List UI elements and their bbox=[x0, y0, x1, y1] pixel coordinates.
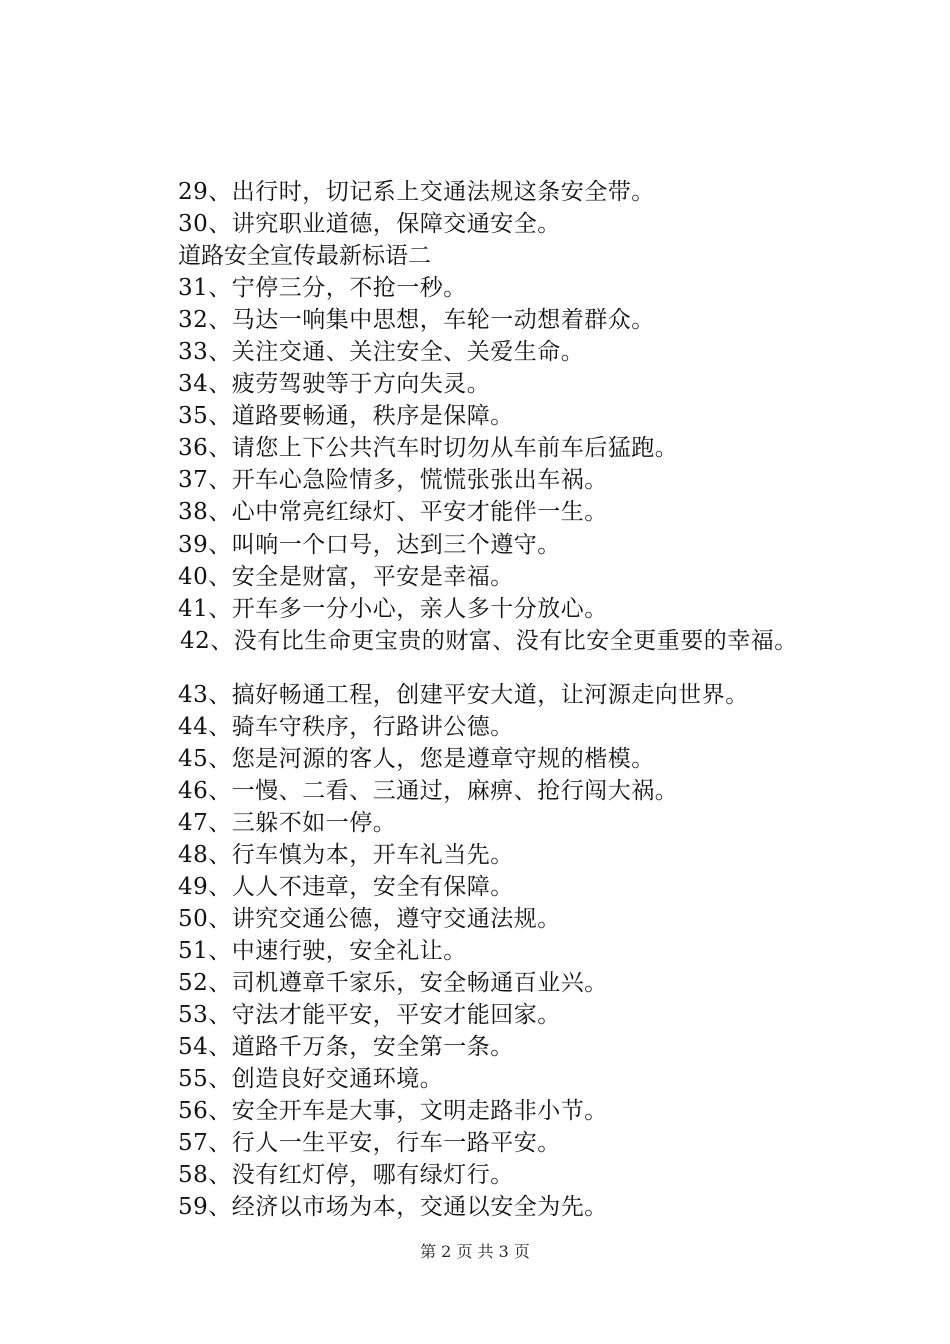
slogan-line: 51、中速行驶，安全礼让。 bbox=[178, 938, 467, 965]
slogan-line: 44、骑车守秩序，行路讲公德。 bbox=[178, 713, 514, 740]
slogan-line: 38、心中常亮红绿灯、平安才能伴一生。 bbox=[178, 499, 608, 526]
paragraph-gap bbox=[178, 657, 918, 679]
document-body bbox=[178, 176, 918, 1224]
page-number-footer: 第 2 页 共 3 页 bbox=[420, 1242, 530, 1261]
slogan-line: 36、请您上下公共汽车时切勿从车前车后猛跑。 bbox=[178, 435, 679, 462]
slogan-line: 34、疲劳驾驶等于方向失灵。 bbox=[178, 371, 491, 398]
slogan-line: 42、没有比生命更宝贵的财富、没有比安全更重要的幸福。 bbox=[180, 627, 798, 654]
slogan-line: 30、讲究职业道德，保障交通安全。 bbox=[178, 211, 561, 238]
slogan-line: 53、守法才能平安，平安才能回家。 bbox=[178, 1002, 561, 1029]
slogan-line: 46、一慢、二看、三通过，麻痹、抢行闯大祸。 bbox=[178, 777, 679, 804]
slogan-list-a bbox=[178, 176, 918, 657]
slogan-line: 54、道路千万条，安全第一条。 bbox=[178, 1034, 514, 1061]
slogan-line: 58、没有红灯停，哪有绿灯行。 bbox=[178, 1162, 514, 1189]
slogan-line: 35、道路要畅通，秩序是保障。 bbox=[178, 403, 514, 430]
slogan-line: 41、开车多一分小心，亲人多十分放心。 bbox=[178, 595, 608, 622]
slogan-line: 31、宁停三分，不抢一秒。 bbox=[178, 275, 467, 302]
slogan-line: 59、经济以市场为本，交通以安全为先。 bbox=[178, 1194, 608, 1221]
slogan-line: 29、出行时，切记系上交通法规这条安全带。 bbox=[178, 179, 655, 205]
slogan-line: 40、安全是财富，平安是幸福。 bbox=[178, 563, 514, 590]
slogan-line: 32、马达一响集中思想，车轮一动想着群众。 bbox=[178, 307, 655, 334]
slogan-line: 33、关注交通、关注安全、关爱生命。 bbox=[178, 339, 585, 366]
slogan-line: 37、开车心急险情多，慌慌张张出车祸。 bbox=[178, 467, 608, 494]
section-heading: 道路安全宣传最新标语二 bbox=[178, 243, 431, 270]
slogan-line: 45、您是河源的客人，您是遵章守规的楷模。 bbox=[178, 745, 655, 772]
slogan-line: 43、搞好畅通工程，创建平安大道，让河源走向世界。 bbox=[178, 681, 749, 708]
slogan-list-b bbox=[178, 679, 918, 1224]
slogan-line: 47、三躲不如一停。 bbox=[178, 809, 397, 836]
slogan-line: 57、行人一生平安，行车一路平安。 bbox=[178, 1130, 561, 1157]
slogan-line: 55、创造良好交通环境。 bbox=[178, 1066, 444, 1093]
slogan-line: 50、讲究交通公德，遵守交通法规。 bbox=[178, 906, 561, 933]
slogan-line: 56、安全开车是大事，文明走路非小节。 bbox=[178, 1098, 608, 1125]
slogan-line: 39、叫响一个口号，达到三个遵守。 bbox=[178, 531, 561, 558]
slogan-line: 52、司机遵章千家乐，安全畅通百业兴。 bbox=[178, 970, 608, 997]
slogan-line: 49、人人不违章，安全有保障。 bbox=[178, 873, 514, 900]
slogan-line: 48、行车慎为本，开车礼当先。 bbox=[178, 841, 514, 868]
